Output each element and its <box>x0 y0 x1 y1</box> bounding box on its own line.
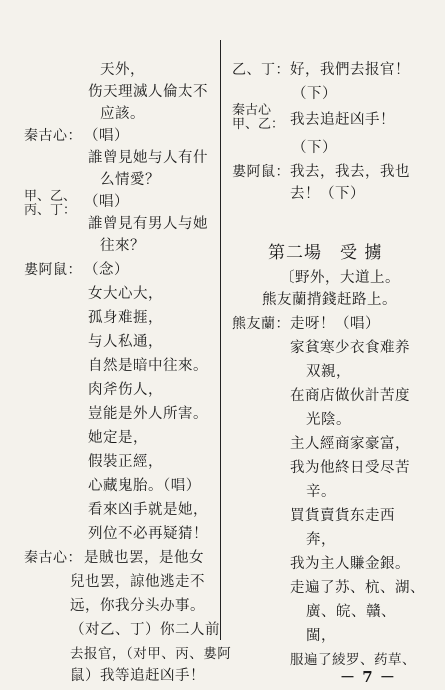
text-line: 自然是暗中往來。 <box>88 358 208 374</box>
text-line: 我为主人賺金銀。 <box>290 556 410 572</box>
text-line: 应該。 <box>100 106 145 122</box>
text-line: 远，你我分头办事。 <box>70 598 205 614</box>
stage-cue: （下） <box>292 86 337 102</box>
page-number: － 7 － <box>340 668 396 686</box>
speaker-label: 婁阿鼠： <box>232 164 290 180</box>
text-line: 好，我們去报官！ <box>290 62 410 78</box>
text-line: 豈能是外人所害。 <box>88 406 208 422</box>
stage-cue: （唱） <box>84 194 129 210</box>
text-line: 天外， <box>100 62 145 78</box>
text-line: 閩， <box>306 628 336 644</box>
speaker-label: 乙、丁： <box>232 62 290 78</box>
text-line: 她定是， <box>88 430 148 446</box>
text-line: 買貨賣貨东走西 <box>290 508 395 524</box>
text-line: 孤身难捱， <box>88 310 163 326</box>
text-line: 与人私通， <box>88 334 163 350</box>
stage-cue: （下） <box>292 140 337 156</box>
speaker-label: 甲、乙： <box>232 117 285 132</box>
speaker-label: 婁阿鼠： <box>24 262 82 278</box>
scene-title: 第二場 受 擄 <box>268 243 383 263</box>
speaker-label: 甲、乙、 <box>24 189 77 204</box>
text-line: 廣、皖、贛、 <box>306 604 396 620</box>
text-line: 往來？ <box>100 238 145 254</box>
stage-direction: 熊友蘭揹錢赶路上。 <box>262 292 397 308</box>
text-line: 我去追赶凶手！ <box>290 112 395 128</box>
stage-cue: （唱） <box>84 128 129 144</box>
text-line: 心藏鬼胎。（唱） <box>88 478 201 494</box>
text-line: 在商店做伙計苦度 <box>290 388 410 404</box>
text-line: 走遍了苏、杭、湖、 <box>290 580 425 596</box>
text-line: （对乙、丁）你二人前 <box>70 622 220 638</box>
text-line: 是賊也罢，是他女 <box>84 550 204 566</box>
text-line: 列位不必再疑猜！ <box>88 526 208 542</box>
text-line: 我为他終日受尽苦 <box>290 460 410 476</box>
text-line: 主人經商家豪富， <box>290 436 410 452</box>
text-line: 去！（下） <box>290 186 365 202</box>
text-line: 奔， <box>306 532 336 548</box>
text-line: 服遍了綾罗、药草、 <box>290 652 416 668</box>
text-line: 辛。 <box>306 484 336 500</box>
text-line: 伤天理滅人倫太不 <box>88 84 208 100</box>
speaker-label: 丙、丁： <box>24 203 77 218</box>
text-line: 看來凶手就是她， <box>88 502 208 518</box>
text-line: 假裝正經， <box>88 454 163 470</box>
text-line: 肉斧伤人， <box>88 382 163 398</box>
text-line: 光陰。 <box>306 412 351 428</box>
text-line: 誰曾見她与人有什 <box>88 150 208 166</box>
text-line: 去报官，（对甲、丙、婁阿 <box>70 646 232 662</box>
text-line: 誰曾見有男人与她 <box>88 216 208 232</box>
text-line: 家貧寒少衣食难养 <box>290 340 410 356</box>
speaker-label: 秦古心： <box>24 550 82 566</box>
stage-cue: 走呀！（唱） <box>290 316 380 332</box>
text-line: 兒也罢，諒他逃走不 <box>70 574 205 590</box>
speaker-label: 熊友蘭： <box>232 316 290 332</box>
text-line: 么情愛？ <box>100 172 160 188</box>
text-line: 我去，我去，我也 <box>290 164 410 180</box>
speaker-label: 秦古心 <box>232 103 272 118</box>
stage-direction: 〔野外，大道上。 <box>280 270 400 286</box>
speaker-label: 秦古心： <box>24 128 82 144</box>
text-line: 鼠）我等追赶凶手！ <box>70 668 205 684</box>
column-divider <box>220 40 221 640</box>
stage-cue: （念） <box>84 262 129 278</box>
text-line: 女大心大， <box>88 286 163 302</box>
text-line: 双親， <box>306 364 351 380</box>
